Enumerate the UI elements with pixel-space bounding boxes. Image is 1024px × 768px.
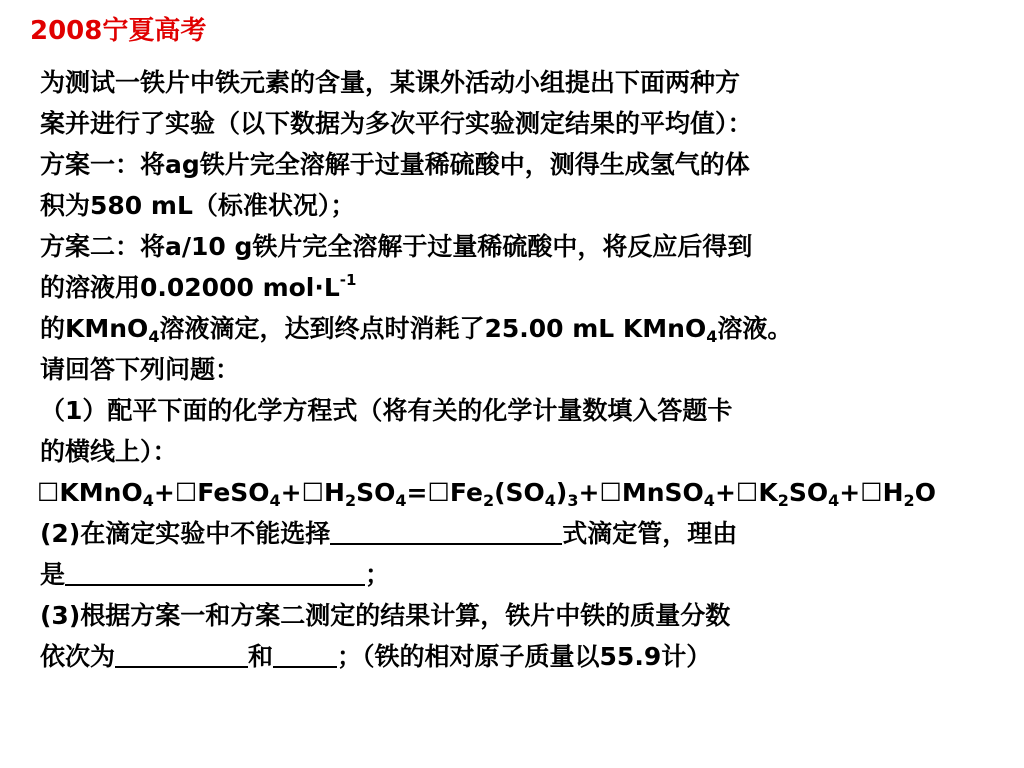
text-line: 方案一：将ag铁片完全溶解于过量稀硫酸中，测得生成氢气的体 [40, 150, 750, 179]
plus-sign: + [153, 478, 175, 507]
text-line: 方案二：将a/10 g铁片完全溶解于过量稀硫酸中，将反应后得到 [40, 232, 753, 261]
formula: SO [356, 478, 396, 507]
subscript: 2 [777, 491, 789, 510]
formula: ) [555, 478, 568, 507]
answer-blank[interactable] [273, 640, 337, 668]
text-span: ；（铁的相对原子质量以55.9计） [337, 642, 712, 671]
subscript: 2 [903, 491, 915, 510]
text-line: （1）配平下面的化学方程式（将有关的化学计量数填入答题卡 [40, 396, 733, 425]
formula: Fe [449, 478, 483, 507]
chemical-equation [37, 472, 1020, 513]
formula: MnSO [621, 478, 704, 507]
formula: KMnO [59, 478, 143, 507]
text-line [40, 513, 1020, 554]
coefficient-box[interactable]: ☐ [735, 478, 759, 507]
formula: K [758, 478, 778, 507]
plus-sign: + [280, 478, 302, 507]
answer-blank[interactable] [65, 558, 365, 586]
text-line: 积为580 mL（标准状况）； [40, 191, 356, 220]
question-body [37, 62, 1020, 677]
formula: FeSO [197, 478, 270, 507]
subscript: 2 [482, 491, 495, 510]
text-line [40, 267, 1020, 308]
text-span: 溶液滴定，达到终点时消耗了25.00 mL KMnO [159, 314, 707, 343]
formula: H [324, 478, 345, 507]
coefficient-box[interactable]: ☐ [174, 478, 198, 507]
formula: (SO [494, 478, 545, 507]
text-line: 请回答下列问题： [40, 355, 241, 384]
subscript: 4 [142, 491, 154, 510]
subscript: 4 [828, 491, 840, 510]
subscript: 4 [544, 491, 556, 510]
text-span: 的溶液用0.02000 mol·L [40, 273, 340, 302]
subscript: 4 [703, 491, 715, 510]
answer-blank[interactable] [330, 517, 562, 545]
text-line: 案并进行了实验（以下数据为多次平行实验测定结果的平均值）： [40, 109, 753, 138]
coefficient-box[interactable]: ☐ [427, 478, 450, 507]
text-span: 式滴定管，理由 [562, 519, 738, 548]
plus-sign: + [714, 478, 736, 507]
subscript: 3 [567, 491, 579, 510]
text-span: 是 [40, 560, 66, 589]
coefficient-box[interactable]: ☐ [860, 478, 883, 507]
text-line [40, 554, 1020, 595]
subscript: 4 [395, 491, 407, 510]
formula: H [882, 478, 904, 507]
text-line [40, 308, 1020, 349]
formula: O [914, 478, 936, 507]
plus-sign: + [578, 478, 600, 507]
text-line: 为测试一铁片中铁元素的含量，某课外活动小组提出下面两种方 [40, 68, 741, 97]
formula: SO [788, 478, 829, 507]
equals-sign: = [406, 478, 428, 507]
coefficient-box[interactable]: ☐ [301, 478, 325, 507]
coefficient-box[interactable]: ☐ [37, 478, 60, 507]
text-span: (2)在滴定实验中不能选择 [40, 519, 331, 548]
text-span: 的KMnO [40, 314, 149, 343]
coefficient-box[interactable]: ☐ [599, 478, 622, 507]
text-line: (3)根据方案一和方案二测定的结果计算，铁片中铁的质量分数 [40, 601, 731, 630]
subscript: 4 [269, 491, 281, 510]
text-span: 依次为 [40, 642, 116, 671]
plus-sign: + [839, 478, 861, 507]
text-span: 溶液。 [717, 314, 793, 343]
answer-blank[interactable] [115, 640, 248, 668]
text-span: 和 [248, 642, 274, 671]
text-line [40, 636, 1020, 677]
subscript: 2 [344, 491, 357, 510]
text-span: ； [365, 560, 391, 589]
subscript: 4 [706, 327, 718, 346]
subscript: 4 [148, 327, 160, 346]
text-line: 的横线上）： [40, 437, 178, 466]
page-title: 2008宁夏高考 [30, 16, 207, 46]
superscript: -1 [339, 271, 357, 289]
